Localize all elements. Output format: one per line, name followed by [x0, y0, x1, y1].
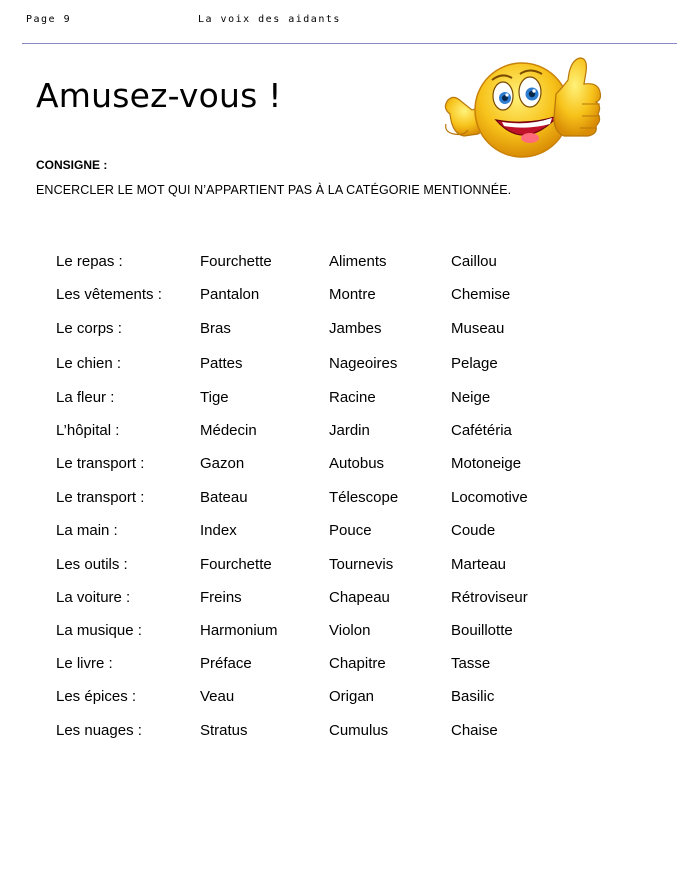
word-option[interactable]: Pelage: [451, 355, 498, 372]
category-label: Le livre :: [56, 655, 113, 672]
word-option[interactable]: Caillou: [451, 253, 497, 270]
word-option[interactable]: Veau: [200, 688, 235, 705]
word-option[interactable]: Coude: [451, 522, 496, 539]
word-option[interactable]: Marteau: [451, 556, 507, 573]
word-option[interactable]: Cumulus: [329, 722, 389, 739]
word-option[interactable]: Bouillotte: [451, 622, 513, 639]
word-option[interactable]: Museau: [451, 320, 505, 337]
word-option[interactable]: Préface: [200, 655, 252, 672]
category-label: La fleur :: [56, 389, 115, 406]
exercise-row: [0, 722, 700, 744]
exercise-row: [0, 589, 700, 611]
category-label: La main :: [56, 522, 118, 539]
word-option[interactable]: Aliments: [329, 253, 387, 270]
page-title: Amusez-vous !: [36, 76, 282, 115]
word-option[interactable]: Bras: [200, 320, 231, 337]
exercise-row: [0, 253, 700, 275]
exercise-row: [0, 455, 700, 477]
word-option[interactable]: Chapeau: [329, 589, 390, 606]
category-label: Les vêtements :: [56, 286, 162, 303]
category-label: Le chien :: [56, 355, 122, 372]
word-option[interactable]: Tournevis: [329, 556, 394, 573]
word-option[interactable]: Basilic: [451, 688, 495, 705]
word-option[interactable]: Pouce: [329, 522, 372, 539]
word-option[interactable]: Rétroviseur: [451, 589, 528, 606]
word-option[interactable]: Racine: [329, 389, 376, 406]
word-option[interactable]: Neige: [451, 389, 491, 406]
exercise-row: [0, 522, 700, 544]
word-option[interactable]: Bateau: [200, 489, 248, 506]
exercise-row: [0, 286, 700, 308]
word-option[interactable]: Pantalon: [200, 286, 260, 303]
page-header: [22, 14, 677, 44]
word-option[interactable]: Autobus: [329, 455, 385, 472]
publication-name: La voix des aidants: [198, 14, 341, 25]
word-option[interactable]: Médecin: [200, 422, 257, 439]
word-option[interactable]: Pattes: [200, 355, 243, 372]
word-option[interactable]: Jardin: [329, 422, 370, 439]
word-option[interactable]: Chemise: [451, 286, 511, 303]
thumbs-up-smiley-icon: [440, 52, 605, 164]
word-option[interactable]: Nageoires: [329, 355, 398, 372]
instruction-label: CONSIGNE :: [36, 158, 108, 172]
word-option[interactable]: Motoneige: [451, 455, 522, 472]
exercise-row: [0, 320, 700, 342]
word-option[interactable]: Jambes: [329, 320, 382, 337]
word-option[interactable]: Stratus: [200, 722, 248, 739]
word-option[interactable]: Fourchette: [200, 556, 272, 573]
exercise-row: [0, 688, 700, 710]
word-option[interactable]: Télescope: [329, 489, 399, 506]
exercise-row: [0, 489, 700, 511]
category-label: Les nuages :: [56, 722, 142, 739]
category-label: Le repas :: [56, 253, 123, 270]
page-number: Page 9: [26, 14, 72, 25]
word-option[interactable]: Index: [200, 522, 237, 539]
word-option[interactable]: Locomotive: [451, 489, 528, 506]
word-option[interactable]: Cafétéria: [451, 422, 512, 439]
category-label: Le transport :: [56, 455, 145, 472]
exercise-row: [0, 622, 700, 644]
word-option[interactable]: Fourchette: [200, 253, 272, 270]
exercise-row: [0, 389, 700, 411]
word-option[interactable]: Origan: [329, 688, 375, 705]
category-label: L’hôpital :: [56, 422, 120, 439]
word-option[interactable]: Montre: [329, 286, 376, 303]
category-label: La voiture :: [56, 589, 131, 606]
word-option[interactable]: Gazon: [200, 455, 245, 472]
word-option[interactable]: Violon: [329, 622, 371, 639]
word-option[interactable]: Chapitre: [329, 655, 386, 672]
category-label: Le transport :: [56, 489, 145, 506]
exercise-row: [0, 355, 700, 377]
exercise-row: [0, 556, 700, 578]
word-option[interactable]: Harmonium: [200, 622, 278, 639]
word-option[interactable]: Freins: [200, 589, 242, 606]
word-option[interactable]: Tige: [200, 389, 229, 406]
instruction-text: ENCERCLER LE MOT QUI N’APPARTIENT PAS À LA CATÉGORIE MENTIONNÉE.: [36, 183, 512, 197]
word-option[interactable]: Tasse: [451, 655, 491, 672]
category-label: La musique :: [56, 622, 142, 639]
exercise-row: [0, 422, 700, 444]
exercise-row: [0, 655, 700, 677]
category-label: Les épices :: [56, 688, 137, 705]
category-label: Les outils :: [56, 556, 128, 573]
word-option[interactable]: Chaise: [451, 722, 498, 739]
category-label: Le corps :: [56, 320, 122, 337]
